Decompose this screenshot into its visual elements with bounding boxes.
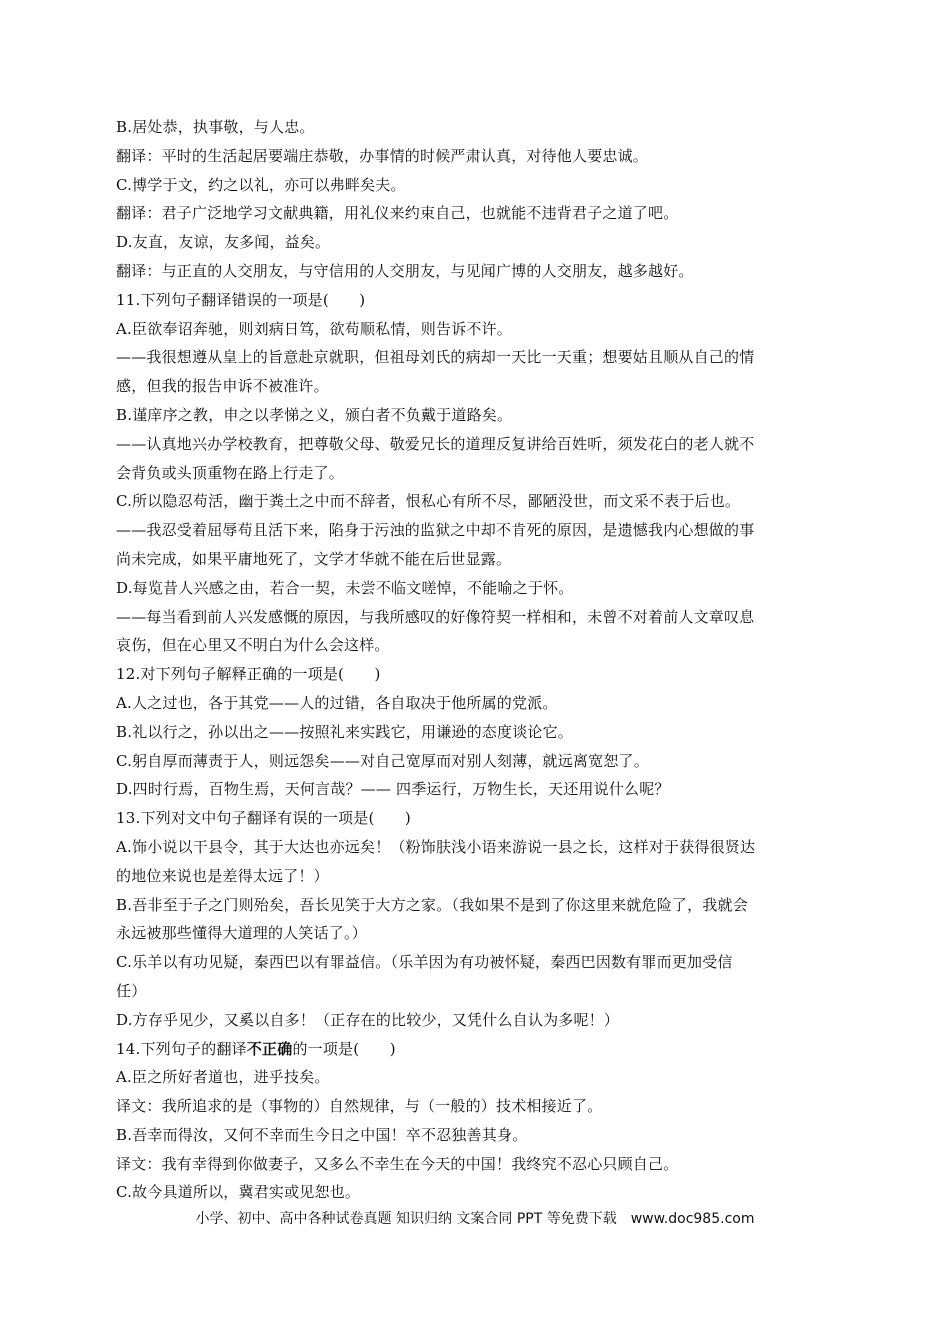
q12-option-c: C.躬自厚而薄责于人，则远怨矣——对自己宽厚而对别人刻薄，就远离宽恕了。 (116, 751, 649, 770)
q14-option-c: C.故今具道所以，冀君实或见恕也。 (116, 1183, 361, 1202)
q11-option-b-translation: ——认真地兴办学校教育，把尊敬父母、敬爱兄长的道理反复讲给百姓听，须发花白的老人就不 (116, 434, 755, 453)
translation-b: 翻译：平时的生活起居要端庄恭敬，办事情的时候严肃认真，对待他人要忠诚。 (116, 146, 649, 165)
translation-c: 翻译：君子广泛地学习文献典籍，用礼仪来约束自己，也就能不违背君子之道了吧。 (116, 204, 679, 223)
q13-option-b: B.吾非至于子之门则殆矣，吾长见笑于大方之家。（我如果不是到了你这里来就危险了，我就会 (116, 895, 748, 914)
q14-prefix: 14.下列句子的翻译 (116, 1039, 247, 1058)
q13-option-a-cont: 的地位来说也是差得太远了！） (116, 866, 329, 885)
q11-option-d-translation-cont: 哀伤，但在心里又不明白为什么会这样。 (116, 636, 390, 655)
q14-option-b-translation: 译文：我有幸得到你做妻子，又多么不幸生在今天的中国！我终究不忍心只顾自己。 (116, 1154, 679, 1173)
q12-option-b: B.礼以行之，孙以出之——按照礼来实践它，用谦逊的态度谈论它。 (116, 722, 573, 741)
q11-option-b-translation-cont: 会背负或头顶重物在路上行走了。 (116, 463, 345, 482)
question-12: 12.对下列句子解释正确的一项是( ) (116, 665, 381, 684)
translation-d: 翻译：与正直的人交朋友，与守信用的人交朋友，与见闻广博的人交朋友，越多越好。 (116, 261, 694, 280)
q13-option-a: A.饰小说以干县令，其于大达也亦远矣！（粉饰肤浅小语来游说一县之长，这样对于获得很贤达 (116, 837, 756, 856)
q12-option-d: D.四时行焉，百物生焉，天何言哉？—— 四季运行，万物生长，天还用说什么呢？ (116, 780, 670, 799)
q13-option-d: D.方存乎见少，又奚以自多！（正存在的比较少，又凭什么自认为多呢！） (116, 1010, 620, 1029)
q11-option-a: A.臣欲奉诏奔驰，则刘病日笃，欲苟顺私情，则告诉不许。 (116, 319, 513, 338)
q13-option-c-cont: 任） (116, 981, 147, 1000)
q13-option-c: C.乐羊以有功见疑，秦西巴以有罪益信。（乐羊因为有功被怀疑，秦西巴因数有罪而更加受信 (116, 953, 733, 972)
q11-option-a-translation-cont: 感，但我的报告申诉不被准许。 (116, 377, 329, 396)
q11-option-c-translation-cont: 尚未完成，如果平庸地死了，文学才华就不能在后世显露。 (116, 549, 512, 568)
option-b: B.居处恭，执事敬，与人忠。 (116, 118, 315, 136)
q14-option-a: A.臣之所好者道也，进乎技矣。 (116, 1068, 330, 1087)
option-d: D.友直，友谅，友多闻，益矣。 (116, 233, 331, 252)
q11-option-a-translation: ——我很想遵从皇上的旨意赴京就职，但祖母刘氏的病却一天比一天重；想要姑且顺从自己的情 (116, 348, 755, 367)
q11-option-d-translation: ——每当看到前人兴发感慨的原因，与我所感叹的好像符契一样相和，未曾不对着前人文章叹息 (116, 607, 755, 626)
q14-suffix: 的一项是( ) (292, 1039, 396, 1058)
q11-option-d: D.每览昔人兴感之由，若合一契，未尝不临文嗟悼，不能喻之于怀。 (116, 578, 574, 597)
q13-option-b-cont: 永远被那些懂得大道理的人笑话了。） (116, 924, 367, 943)
page-footer: 小学、初中、高中各种试卷真题 知识归纳 文案合同 PPT 等免费下载 www.doc985.com (195, 1211, 755, 1227)
q14-emphasis: 不正确 (246, 1039, 293, 1058)
question-11: 11.下列句子翻译错误的一项是( ) (116, 290, 366, 309)
question-13: 13.下列对文中句子翻译有误的一项是( ) (116, 809, 411, 828)
question-14 (116, 1035, 828, 1064)
option-c: C.博学于文，约之以礼，亦可以弗畔矣夫。 (116, 175, 406, 194)
document-body (116, 113, 828, 1207)
q14-option-a-translation: 译文：我所追求的是（事物的）自然规律，与（一般的）技术相接近了。 (116, 1097, 603, 1116)
q12-option-a: A.人之过也，各于其党——人的过错，各自取决于他所属的党派。 (116, 693, 558, 712)
q11-option-c-translation: ——我忍受着屈辱苟且活下来，陷身于污浊的监狱之中却不肯死的原因，是遗憾我内心想做的事 (116, 521, 755, 540)
q11-option-c: C.所以隐忍苟活，幽于粪土之中而不辞者，恨私心有所不尽，鄙陋没世，而文采不表于后也。 (116, 492, 741, 511)
q11-option-b: B.谨庠序之教，申之以孝悌之义，颁白者不负戴于道路矣。 (116, 405, 513, 424)
q14-option-b: B.吾幸而得汝，又何不幸而生今日之中国！卒不忍独善其身。 (116, 1125, 528, 1144)
